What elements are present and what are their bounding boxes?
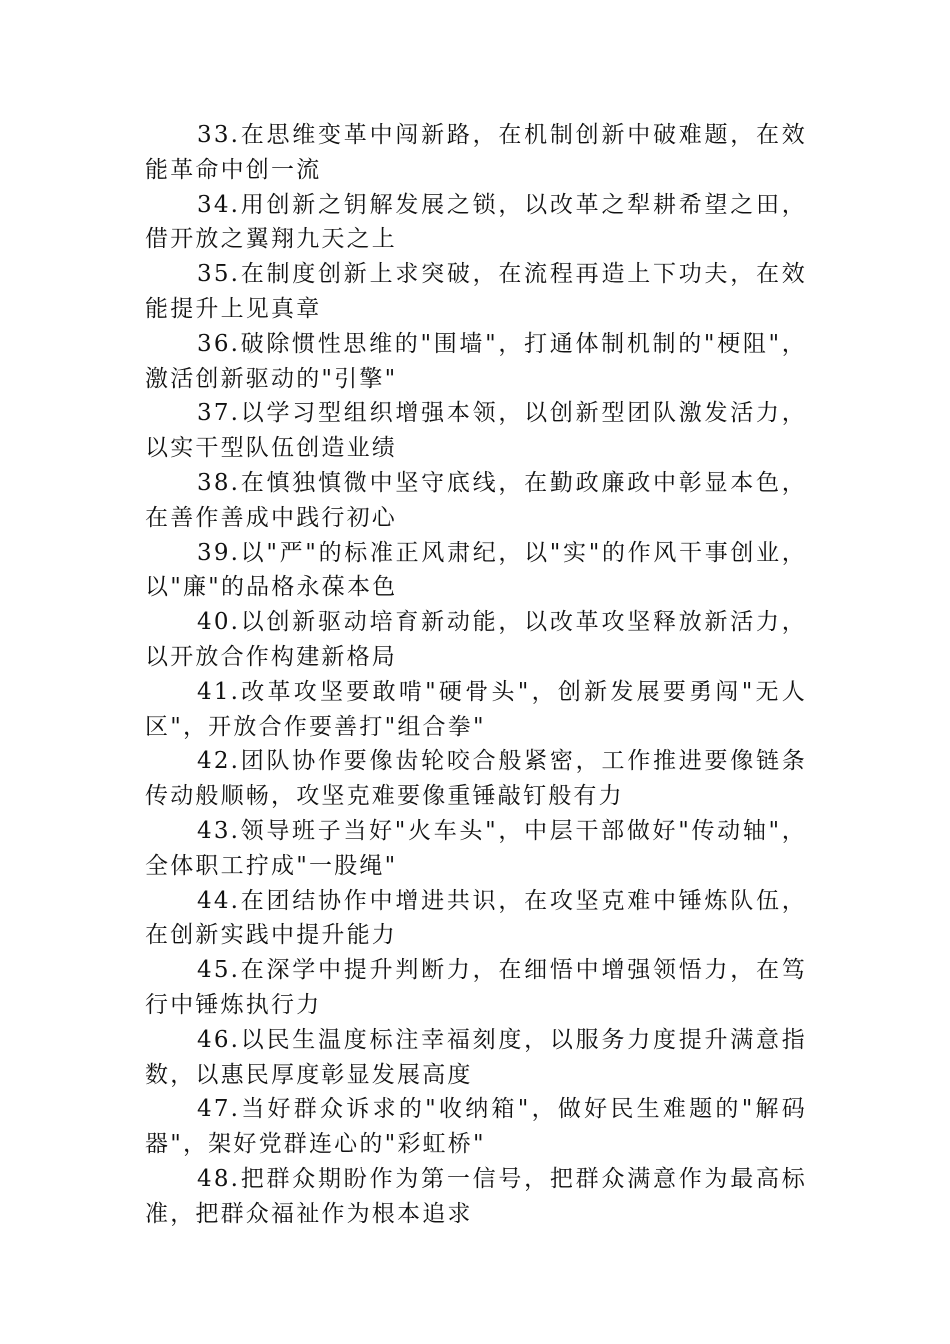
- paragraph-33: 33.在思维变革中闯新路，在机制创新中破难题，在效能革命中创一流: [145, 122, 807, 183]
- paragraph-35: 35.在制度创新上求突破，在流程再造上下功夫，在效能提升上见真章: [145, 261, 807, 322]
- paragraph-40: 40.以创新驱动培育新动能，以改革攻坚释放新活力，以开放合作构建新格局: [145, 609, 807, 670]
- paragraph-46: 46.以民生温度标注幸福刻度，以服务力度提升满意指数，以惠民厚度彰显发展高度: [145, 1026, 807, 1088]
- paragraph-41: 41.改革攻坚要敢啃"硬骨头"，创新发展要勇闯"无人区"，开放合作要善打"组合拳": [145, 678, 807, 740]
- paragraph-39: 39.以"严"的标准正风肃纪，以"实"的作风干事创业，以"廉"的品格永葆本色: [145, 539, 807, 601]
- paragraph-37: 37.以学习型组织增强本领，以创新型团队激发活力，以实干型队伍创造业绩: [145, 400, 807, 462]
- paragraph-44: 44.在团结协作中增进共识，在攻坚克难中锤炼队伍，在创新实践中提升能力: [145, 887, 807, 949]
- paragraph-47: 47.当好群众诉求的"收纳箱"，做好民生难题的"解码器"，架好党群连心的"彩虹桥": [145, 1096, 807, 1158]
- paragraph-36: 36.破除惯性思维的"围墙"，打通体制机制的"梗阻"，激活创新驱动的"引擎": [145, 330, 807, 392]
- paragraph-43: 43.领导班子当好"火车头"，中层干部做好"传动轴"，全体职工拧成"一股绳": [145, 817, 807, 879]
- paragraph-45: 45.在深学中提升判断力，在细悟中增强领悟力，在笃行中锤炼执行力: [145, 957, 807, 1018]
- paragraph-34: 34.用创新之钥解发展之锁，以改革之犁耕希望之田，借开放之翼翔九天之上: [145, 191, 807, 253]
- paragraph-38: 38.在慎独慎微中坚守底线，在勤政廉政中彰显本色，在善作善成中践行初心: [145, 469, 807, 531]
- paragraph-42: 42.团队协作要像齿轮咬合般紧密，工作推进要像链条传动般顺畅，攻坚克难要像重锤敲钉般有力: [145, 748, 807, 810]
- paragraph-48: 48.把群众期盼作为第一信号，把群众满意作为最高标准，把群众福祉作为根本追求: [145, 1165, 807, 1227]
- document-body: [145, 118, 807, 1232]
